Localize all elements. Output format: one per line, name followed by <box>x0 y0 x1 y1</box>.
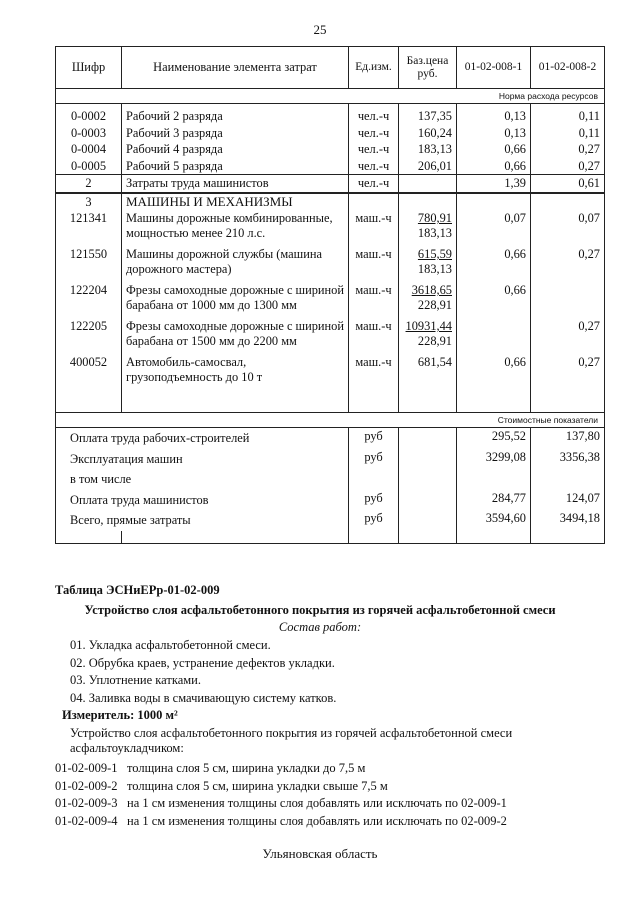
code-text: на 1 см изменения толщины слоя добавлять или исключать по 02-009-2 <box>127 813 507 828</box>
list-item: 04. Заливка воды в смачивающую систему катков. <box>70 690 337 705</box>
cell-unit: руб <box>349 490 399 511</box>
list-item: 01. Укладка асфальтобетонной смеси. <box>70 638 271 652</box>
cell-v2: 0,11 <box>531 108 605 125</box>
table-row <box>56 282 605 318</box>
cell-code: 3 <box>56 193 122 211</box>
code-item <box>55 813 507 831</box>
cell-price <box>399 210 457 246</box>
total-row <box>56 510 605 531</box>
table-row <box>56 246 605 282</box>
total-row <box>56 469 605 490</box>
cell-v1: 0,66 <box>457 158 531 175</box>
table-row <box>56 141 605 158</box>
code-item <box>55 778 507 796</box>
price-machinist: 183,13 <box>417 261 452 276</box>
cell-unit: руб <box>349 510 399 531</box>
header-code: Шифр <box>56 47 122 89</box>
work-list <box>70 637 336 707</box>
table-row <box>56 210 605 246</box>
cell-code: 0-0003 <box>56 125 122 142</box>
composition-label: Состав работ: <box>278 620 362 634</box>
price-main: 10931,44 <box>405 319 452 333</box>
price-main: 615,59 <box>417 247 452 261</box>
code-text: толщина слоя 5 см, ширина укладки до 7,5 м <box>127 761 366 775</box>
list-item: 02. Обрубка краев, устранение дефектов укладки. <box>70 655 335 670</box>
cell-v2: 0,61 <box>531 175 605 193</box>
cell-v1: 0,13 <box>457 108 531 125</box>
cell-price <box>399 282 457 318</box>
header-name: Наименование элемента затрат <box>122 47 349 89</box>
cell-name: Эксплуатация машин <box>56 449 349 470</box>
cell-v1 <box>457 469 531 490</box>
norms-label: Норма расхода ресурсов <box>56 89 605 104</box>
price-main: 681,54 <box>417 355 452 369</box>
cell-v1: 0,66 <box>457 282 531 318</box>
code-item <box>55 760 507 778</box>
cell-v2: 0,11 <box>531 125 605 142</box>
workers-group <box>56 108 605 175</box>
cell-price <box>399 469 457 490</box>
cell-name: Оплата труда рабочих-строителей <box>56 428 349 449</box>
cell-unit: чел.-ч <box>349 108 399 125</box>
table-row <box>56 193 605 211</box>
cell-v2 <box>531 469 605 490</box>
cell-v1: 295,52 <box>457 428 531 449</box>
cell-code: 0-0002 <box>56 108 122 125</box>
cell-name: Машины дорожной службы (машина дорожного мастера) <box>122 246 349 282</box>
cell-price: 160,24 <box>399 125 457 142</box>
table-row <box>56 175 605 193</box>
machines-group <box>56 210 605 390</box>
table-row <box>56 108 605 125</box>
cell-v2: 0,27 <box>531 318 605 354</box>
cell-v2: 3356,38 <box>531 449 605 470</box>
cell-unit: чел.-ч <box>349 141 399 158</box>
code-id: 01-02-009-3 <box>55 796 118 810</box>
cell-name: Фрезы самоходные дорожные с шириной барабана от 1000 мм до 1300 мм <box>122 282 349 318</box>
cell-code: 122204 <box>56 282 122 318</box>
cell-code: 0-0004 <box>56 141 122 158</box>
cell-v1: 0,66 <box>457 354 531 390</box>
cell-price: 206,01 <box>399 158 457 175</box>
cost-label: Стоимостные показатели <box>56 413 605 428</box>
table-row <box>56 318 605 354</box>
cell-name: Автомобиль-самосвал, грузоподъемность до 10 т <box>122 354 349 390</box>
cell-code: 0-0005 <box>56 158 122 175</box>
price-machinist: 228,91 <box>417 333 452 348</box>
cell-price: 183,13 <box>399 141 457 158</box>
cell-unit: маш.-ч <box>349 210 399 246</box>
price-machinist: 228,91 <box>417 297 452 312</box>
header-col2: 01-02-008-2 <box>531 47 605 89</box>
list-item: 03. Уплотнение катками. <box>70 673 201 687</box>
cell-v1: 0,66 <box>457 246 531 282</box>
cell-price <box>399 354 457 390</box>
footer-region: Ульяновская область <box>262 846 378 861</box>
table-subtitle: Устройство слоя асфальтобетонного покрытия из горячей асфальтобетонной смеси <box>84 603 556 617</box>
cell-v2: 0,27 <box>531 141 605 158</box>
cell-code: 121341 <box>56 210 122 246</box>
cell-unit: маш.-ч <box>349 282 399 318</box>
meter-label: Измеритель: 1000 м² <box>62 708 178 722</box>
cell-unit: маш.-ч <box>349 354 399 390</box>
code-id: 01-02-009-2 <box>55 778 118 793</box>
cell-v1: 3594,60 <box>457 510 531 531</box>
cell-name: в том числе <box>56 469 349 490</box>
table-row <box>56 125 605 142</box>
cell-name: Оплата труда машинистов <box>56 490 349 511</box>
cell-v1: 3299,08 <box>457 449 531 470</box>
cell-name: Рабочий 4 разряда <box>122 141 349 158</box>
total-row <box>56 490 605 511</box>
cell-name: Рабочий 5 разряда <box>122 158 349 175</box>
header-col1: 01-02-008-1 <box>457 47 531 89</box>
cell-v2: 0,27 <box>531 354 605 390</box>
cell-unit: чел.-ч <box>349 158 399 175</box>
cell-price <box>399 449 457 470</box>
resource-table <box>55 46 605 544</box>
code-text: толщина слоя 5 см, ширина укладки свыше 7,5 м <box>127 778 388 793</box>
cell-v2: 3494,18 <box>531 510 605 531</box>
cell-price <box>399 510 457 531</box>
cell-code: 121550 <box>56 246 122 282</box>
cell-name: Всего, прямые затраты <box>56 510 349 531</box>
table-row <box>56 158 605 175</box>
cell-v1 <box>457 318 531 354</box>
cell-v2: 124,07 <box>531 490 605 511</box>
cell-code: 2 <box>56 175 122 193</box>
cell-v2: 0,27 <box>531 246 605 282</box>
cell-name: Рабочий 2 разряда <box>122 108 349 125</box>
cell-price <box>399 175 457 193</box>
price-main: 780,91 <box>417 211 452 225</box>
cell-v1: 284,77 <box>457 490 531 511</box>
code-id: 01-02-009-4 <box>55 813 118 828</box>
cell-price <box>399 246 457 282</box>
cell-unit: чел.-ч <box>349 175 399 193</box>
total-row <box>56 428 605 449</box>
header-unit: Ед.изм. <box>349 47 399 89</box>
total-row <box>56 449 605 470</box>
cell-price <box>399 428 457 449</box>
table-title: Таблица ЭСНиЕРр-01-02-009 <box>55 583 220 597</box>
cell-unit <box>349 469 399 490</box>
price-main: 3618,65 <box>411 283 452 297</box>
cell-code: 400052 <box>56 354 122 390</box>
code-id: 01-02-009-1 <box>55 761 118 775</box>
code-list <box>55 760 507 830</box>
cell-v1: 0,07 <box>457 210 531 246</box>
cell-name: Затраты труда машинистов <box>122 175 349 193</box>
description: Устройство слоя асфальтобетонного покрытия из горячей асфальтобетонной смеси асфальтоукладчиком: <box>70 726 513 755</box>
cell-v2: 0,07 <box>531 210 605 246</box>
cell-v1: 1,39 <box>457 175 531 193</box>
header-base-price: Баз.цена руб. <box>399 47 457 89</box>
table-row <box>56 354 605 390</box>
cell-unit: маш.-ч <box>349 246 399 282</box>
code-text: на 1 см изменения толщины слоя добавлять или исключать по 02-009-1 <box>127 796 507 810</box>
totals-group <box>56 428 605 531</box>
cell-v2: 0,27 <box>531 158 605 175</box>
cell-v1: 0,13 <box>457 125 531 142</box>
cell-unit: руб <box>349 428 399 449</box>
code-item <box>55 795 507 813</box>
cell-unit: чел.-ч <box>349 125 399 142</box>
price-machinist: 183,13 <box>417 225 452 240</box>
page-number: 25 <box>313 22 327 37</box>
cell-code: 122205 <box>56 318 122 354</box>
cell-unit: руб <box>349 449 399 470</box>
cell-v2: 137,80 <box>531 428 605 449</box>
cell-name: МАШИНЫ И МЕХАНИЗМЫ <box>122 193 349 211</box>
cell-v1: 0,66 <box>457 141 531 158</box>
cell-price: 137,35 <box>399 108 457 125</box>
cell-unit: маш.-ч <box>349 318 399 354</box>
cell-name: Рабочий 3 разряда <box>122 125 349 142</box>
cell-v2 <box>531 282 605 318</box>
cell-price <box>399 318 457 354</box>
cell-name: Машины дорожные комбинированные, мощностью менее 210 л.с. <box>122 210 349 246</box>
cell-price <box>399 490 457 511</box>
cell-name: Фрезы самоходные дорожные с шириной барабана от 1500 мм до 2200 мм <box>122 318 349 354</box>
